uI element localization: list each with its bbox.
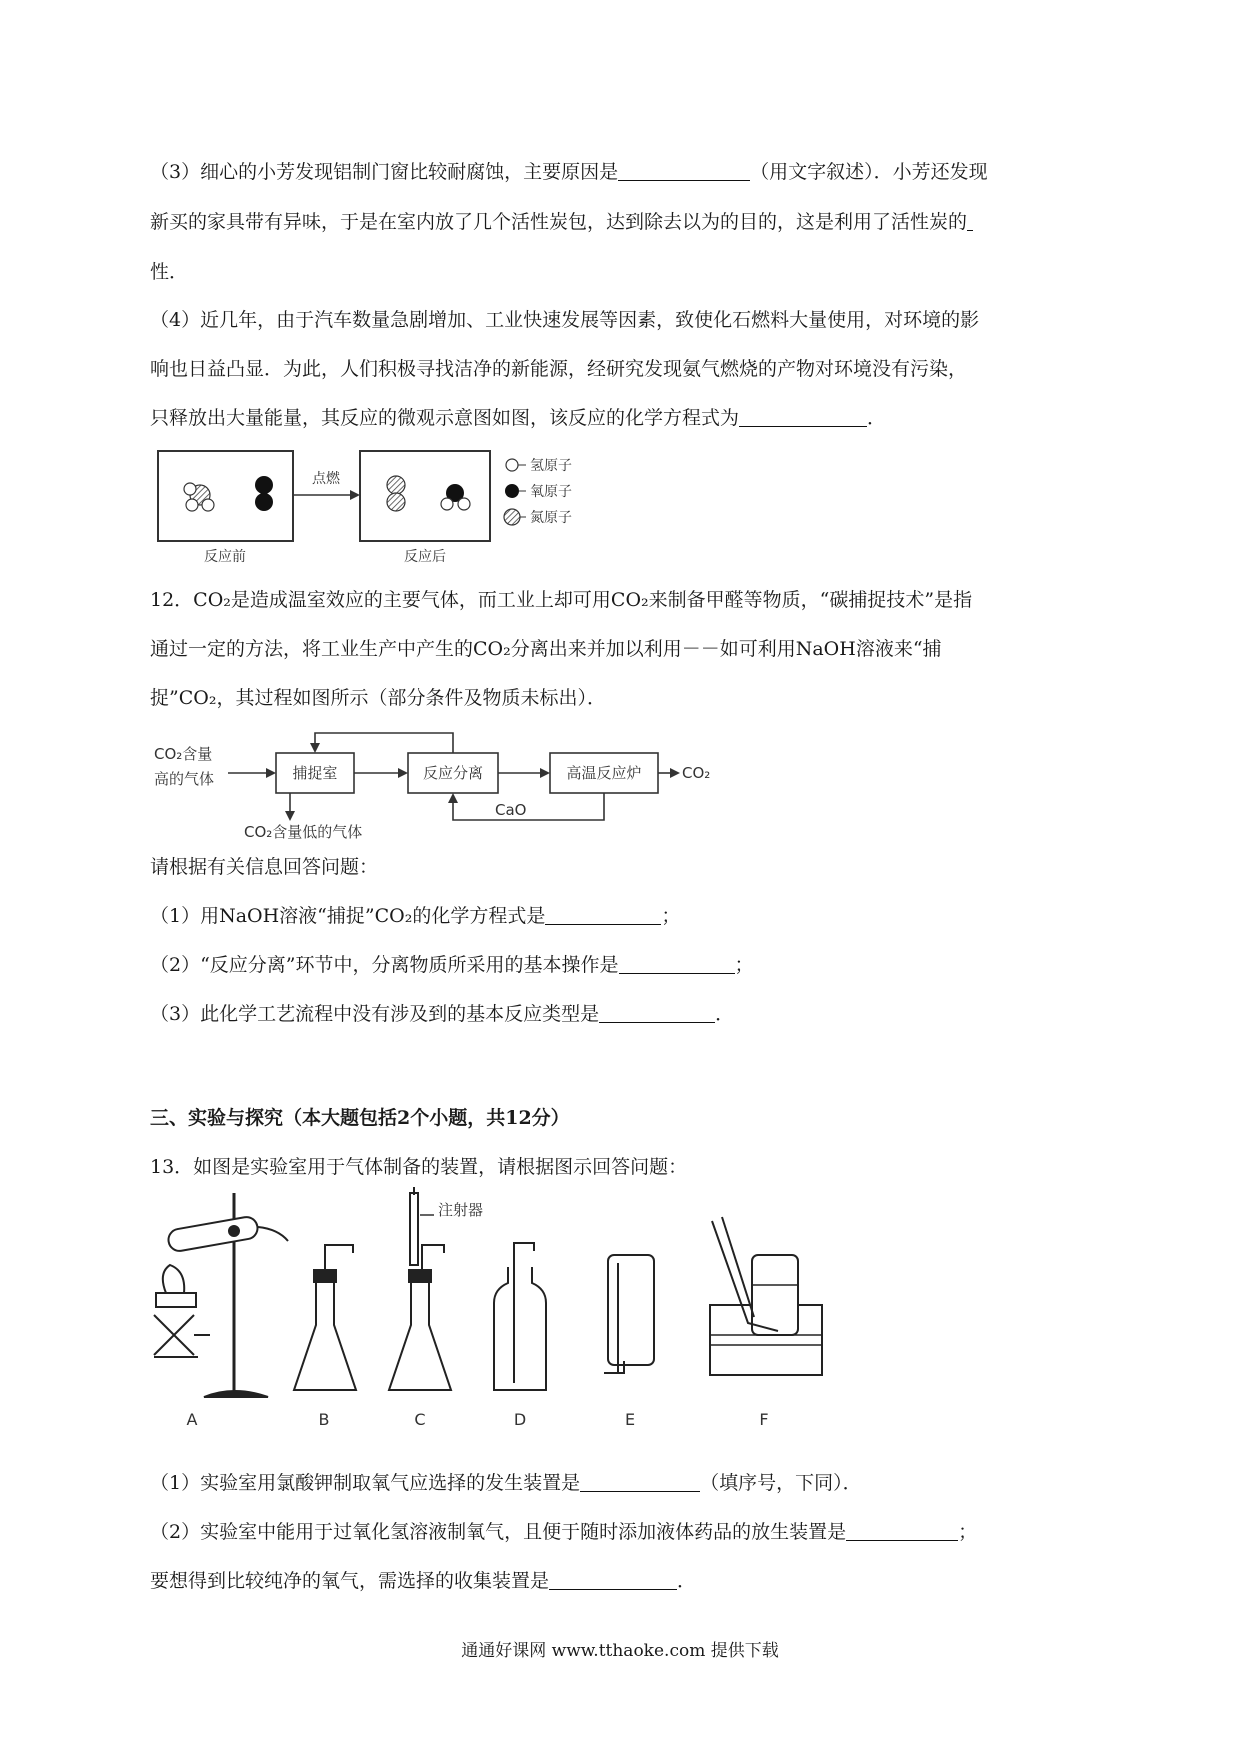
q13-sub2-cont xyxy=(150,1569,696,1593)
oxygen-legend-icon xyxy=(505,484,519,498)
apparatus-d xyxy=(494,1243,546,1390)
answer-blank[interactable] xyxy=(599,1002,715,1023)
legend-nitrogen: 氮原子 xyxy=(530,510,572,526)
capture-chamber-label: 捕捉室 xyxy=(292,764,338,782)
answer-blank[interactable] xyxy=(618,160,750,181)
n2-molecule xyxy=(387,476,405,511)
apparatus-e xyxy=(604,1255,654,1373)
arrow-label: 点燃 xyxy=(312,471,340,487)
apparatus-f xyxy=(710,1217,822,1375)
q12-line3: 捉”CO₂，其过程如图所示（部分条件及物质未标出）． xyxy=(150,687,606,709)
label-d: D xyxy=(513,1410,527,1429)
legend xyxy=(504,458,572,526)
q13-sub2-text: （2）实验室中能用于过氧化氢溶液制氧气，且便于随时添加液体药品的放生装置是 xyxy=(150,1521,847,1543)
q12-sub2-end: ； xyxy=(734,954,754,976)
q12-line1: 12．CO₂是造成温室效应的主要气体，而工业上却可用CO₂来制备甲醛等物质，“碳捕捉技术”是指 xyxy=(150,589,973,611)
answer-blank[interactable] xyxy=(619,953,735,974)
page-footer: 通通好课网 www.tthaoke.com 提供下载 xyxy=(461,1641,779,1661)
q13-sub2 xyxy=(150,1520,977,1544)
after-label: 反应后 xyxy=(404,549,446,565)
apparatus-figure xyxy=(148,1185,900,1430)
label-b: B xyxy=(318,1410,330,1429)
q11-part3-line3: 性． xyxy=(150,261,189,283)
q12-sub1-text: （1）用NaOH溶液“捕捉”CO₂的化学方程式是 xyxy=(150,905,546,927)
output-label: CO₂ xyxy=(682,764,711,782)
nitrogen-legend-icon xyxy=(504,509,520,525)
input-label-line2: 高的气体 xyxy=(154,770,215,788)
q11-part4-text-c: 只释放出大量能量，其反应的微观示意图如图，该反应的化学方程式为 xyxy=(150,407,740,429)
answer-blank[interactable] xyxy=(846,1520,958,1541)
reaction-separation-label: 反应分离 xyxy=(422,764,484,782)
input-label-line1: CO₂含量 xyxy=(154,745,213,763)
label-e: E xyxy=(624,1410,636,1429)
q12-sub1-end: ； xyxy=(661,905,681,927)
q11-part3-text-c: 新买的家具带有异味，于是在室内放了几个活性炭包，达到除去以为的目的，这是利用了活性炭的 xyxy=(150,211,968,233)
q13-intro: 13．如图是实验室用于气体制备的装置，请根据图示回答问题： xyxy=(150,1156,688,1178)
after-box xyxy=(360,451,490,541)
o2-molecule xyxy=(255,476,273,511)
q13-sub1-end: （填序号，下同）． xyxy=(700,1472,862,1494)
carbon-capture-flow xyxy=(150,715,720,840)
syringe-label: 注射器 xyxy=(438,1201,484,1219)
q12-sub1 xyxy=(150,904,680,928)
legend-hydrogen: 氢原子 xyxy=(530,458,572,474)
q13-sub1 xyxy=(150,1471,862,1495)
furnace-label: 高温反应炉 xyxy=(566,764,642,782)
label-c: C xyxy=(414,1410,426,1429)
answer-blank[interactable] xyxy=(545,904,661,925)
q12-sub3 xyxy=(150,1002,734,1026)
q11-part3-text-b: （用文字叙述）．小芳还发现 xyxy=(750,161,988,183)
q11-part4-end: ． xyxy=(867,407,887,429)
q12-sub2-text: （2）“反应分离”环节中，分离物质所采用的基本操作是 xyxy=(150,954,619,976)
q12-sub2 xyxy=(150,953,754,977)
q12-sub3-end: ． xyxy=(715,1003,735,1025)
answer-blank[interactable] xyxy=(580,1471,700,1492)
before-label: 反应前 xyxy=(204,549,246,565)
q11-part4-line3 xyxy=(150,406,886,430)
q11-part3-text-a: （3）细心的小芳发现铝制门窗比较耐腐蚀，主要原因是 xyxy=(150,161,619,183)
answer-blank[interactable] xyxy=(549,1569,677,1590)
before-box xyxy=(158,451,293,541)
answer-blank[interactable] xyxy=(967,210,973,231)
h2o-molecule xyxy=(441,484,470,510)
label-a: A xyxy=(186,1410,198,1429)
q13-sub2-cont-text: 要想得到比较纯净的氧气，需选择的收集装置是 xyxy=(150,1570,550,1592)
section3-heading: 三、实验与探究（本大题包括2个小题，共12分） xyxy=(150,1107,570,1129)
recycle-label: CaO xyxy=(495,801,527,819)
apparatus-b xyxy=(294,1245,356,1390)
hydrogen-legend-icon xyxy=(506,459,518,471)
q11-part3-line2 xyxy=(150,210,973,234)
q13-sub2-end: ； xyxy=(958,1521,978,1543)
reaction-micro-figure xyxy=(150,445,600,567)
low-co2-output-label: CO₂含量低的气体 xyxy=(244,823,363,840)
q12-sub3-text: （3）此化学工艺流程中没有涉及到的基本反应类型是 xyxy=(150,1003,600,1025)
q11-part4-line1: （4）近几年，由于汽车数量急剧增加、工业快速发展等因素，致使化石燃料大量使用，对环境的影 xyxy=(150,309,980,331)
answer-blank[interactable] xyxy=(739,406,867,427)
legend-oxygen: 氧原子 xyxy=(530,484,572,500)
label-f: F xyxy=(759,1410,769,1429)
q13-sub2-cont-end: ． xyxy=(677,1570,697,1592)
q12-line2: 通过一定的方法，将工业生产中产生的CO₂分离出来并加以利用－－如可利用NaOH溶液来“捕 xyxy=(150,638,942,660)
q12-prompt: 请根据有关信息回答问题： xyxy=(150,856,379,878)
q13-sub1-text: （1）实验室用氯酸钾制取氧气应选择的发生装置是 xyxy=(150,1472,581,1494)
q11-part3-line1 xyxy=(150,160,988,184)
nh3-molecule xyxy=(184,483,214,511)
apparatus-a xyxy=(154,1193,288,1397)
q11-part4-line2: 响也日益凸显．为此，人们积极寻找洁净的新能源，经研究发现氨气燃烧的产物对环境没有污染， xyxy=(150,358,968,380)
